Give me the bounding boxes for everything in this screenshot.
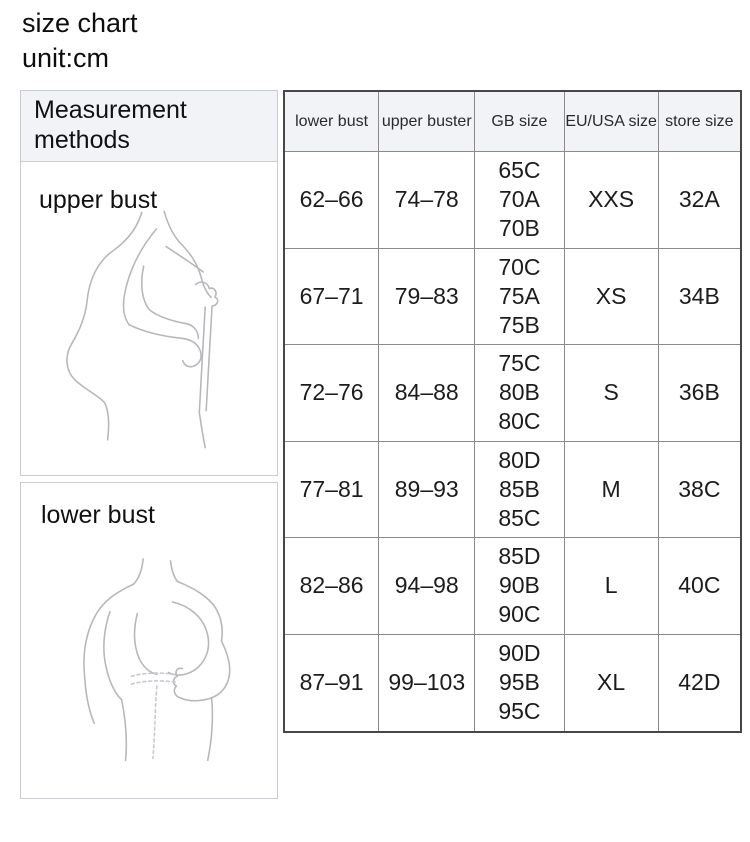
table-cell: 84–88 xyxy=(379,345,475,442)
table-header-cell: GB size xyxy=(475,92,564,152)
gb-size-line: 90C xyxy=(498,601,541,628)
table-cell: 82–86 xyxy=(285,538,379,635)
table-cell: XXS xyxy=(565,152,659,249)
lower-bust-panel xyxy=(20,482,278,799)
gb-size-stack xyxy=(498,253,540,340)
size-table xyxy=(283,90,742,733)
table-cell: 34B xyxy=(659,249,740,346)
gb-size-line: 95B xyxy=(498,669,540,696)
gb-size-line: 80B xyxy=(498,379,540,406)
page-title: size chart xyxy=(22,8,138,38)
table-cell: 74–78 xyxy=(379,152,475,249)
gb-size-line: 75B xyxy=(498,311,540,338)
table-cell: 72–76 xyxy=(285,345,379,442)
gb-size-stack xyxy=(498,639,540,726)
table-cell: 87–91 xyxy=(285,635,379,732)
table-cell: XL xyxy=(565,635,659,732)
gb-size-line: 75C xyxy=(498,350,541,377)
gb-size-line: 65C xyxy=(498,157,541,184)
gb-size-cell xyxy=(475,442,564,539)
gb-size-cell xyxy=(475,152,564,249)
table-header-cell: EU/USA size xyxy=(565,92,659,152)
table-cell: XS xyxy=(565,249,659,346)
table-cell: 42D xyxy=(678,669,721,696)
gb-size-line: 85D xyxy=(498,543,541,570)
table-cell: 32A xyxy=(659,152,740,249)
table-cell: L xyxy=(565,538,659,635)
table-cell: 40C xyxy=(659,538,740,635)
table-header-cell: upper buster xyxy=(379,92,475,152)
lower-bust-label: lower bust xyxy=(41,501,155,529)
gb-size-stack xyxy=(498,446,540,533)
table-cell: 38C xyxy=(659,442,740,539)
measurement-methods-panel xyxy=(20,90,278,476)
gb-size-stack xyxy=(498,349,540,436)
title-block xyxy=(22,6,138,76)
table-cell: 99–103 xyxy=(379,635,475,732)
gb-size-line: 95C xyxy=(498,698,541,725)
gb-size-line: 85B xyxy=(498,475,540,502)
gb-size-line: 70C xyxy=(498,253,541,280)
gb-size-stack xyxy=(498,156,540,243)
table-cell: 77–81 xyxy=(285,442,379,539)
table-cell: M xyxy=(565,442,659,539)
unit-label: unit:cm xyxy=(22,43,110,73)
gb-size-line: 80C xyxy=(498,408,541,435)
gb-size-cell xyxy=(475,345,564,442)
gb-size-stack xyxy=(498,542,540,629)
gb-size-line: 80D xyxy=(498,446,541,473)
gb-size-cell xyxy=(475,249,564,346)
gb-size-line: 70A xyxy=(498,186,540,213)
lower-bust-figure xyxy=(45,555,255,785)
table-cell: 79–83 xyxy=(379,249,475,346)
gb-size-line: 85C xyxy=(498,504,541,531)
measurement-methods-header: Measurement methods xyxy=(21,91,277,162)
table-cell: S xyxy=(565,345,659,442)
table-cell: 67–71 xyxy=(285,249,379,346)
table-cell: 62–66 xyxy=(285,152,379,249)
gb-size-line: 70B xyxy=(498,215,540,242)
upper-bust-label: upper bust xyxy=(39,186,158,214)
upper-bust-figure xyxy=(49,209,254,459)
gb-size-line: 90D xyxy=(498,640,541,667)
table-cell: 89–93 xyxy=(379,442,475,539)
gb-size-cell xyxy=(475,538,564,635)
gb-size-cell xyxy=(475,635,564,732)
gb-size-line: 75A xyxy=(498,282,540,309)
table-cell: 36B xyxy=(659,345,740,442)
gb-size-line: 90B xyxy=(498,572,540,599)
table-header-cell: lower bust xyxy=(285,92,379,152)
table-cell: 94–98 xyxy=(379,538,475,635)
table-header-cell: store size xyxy=(659,92,740,152)
